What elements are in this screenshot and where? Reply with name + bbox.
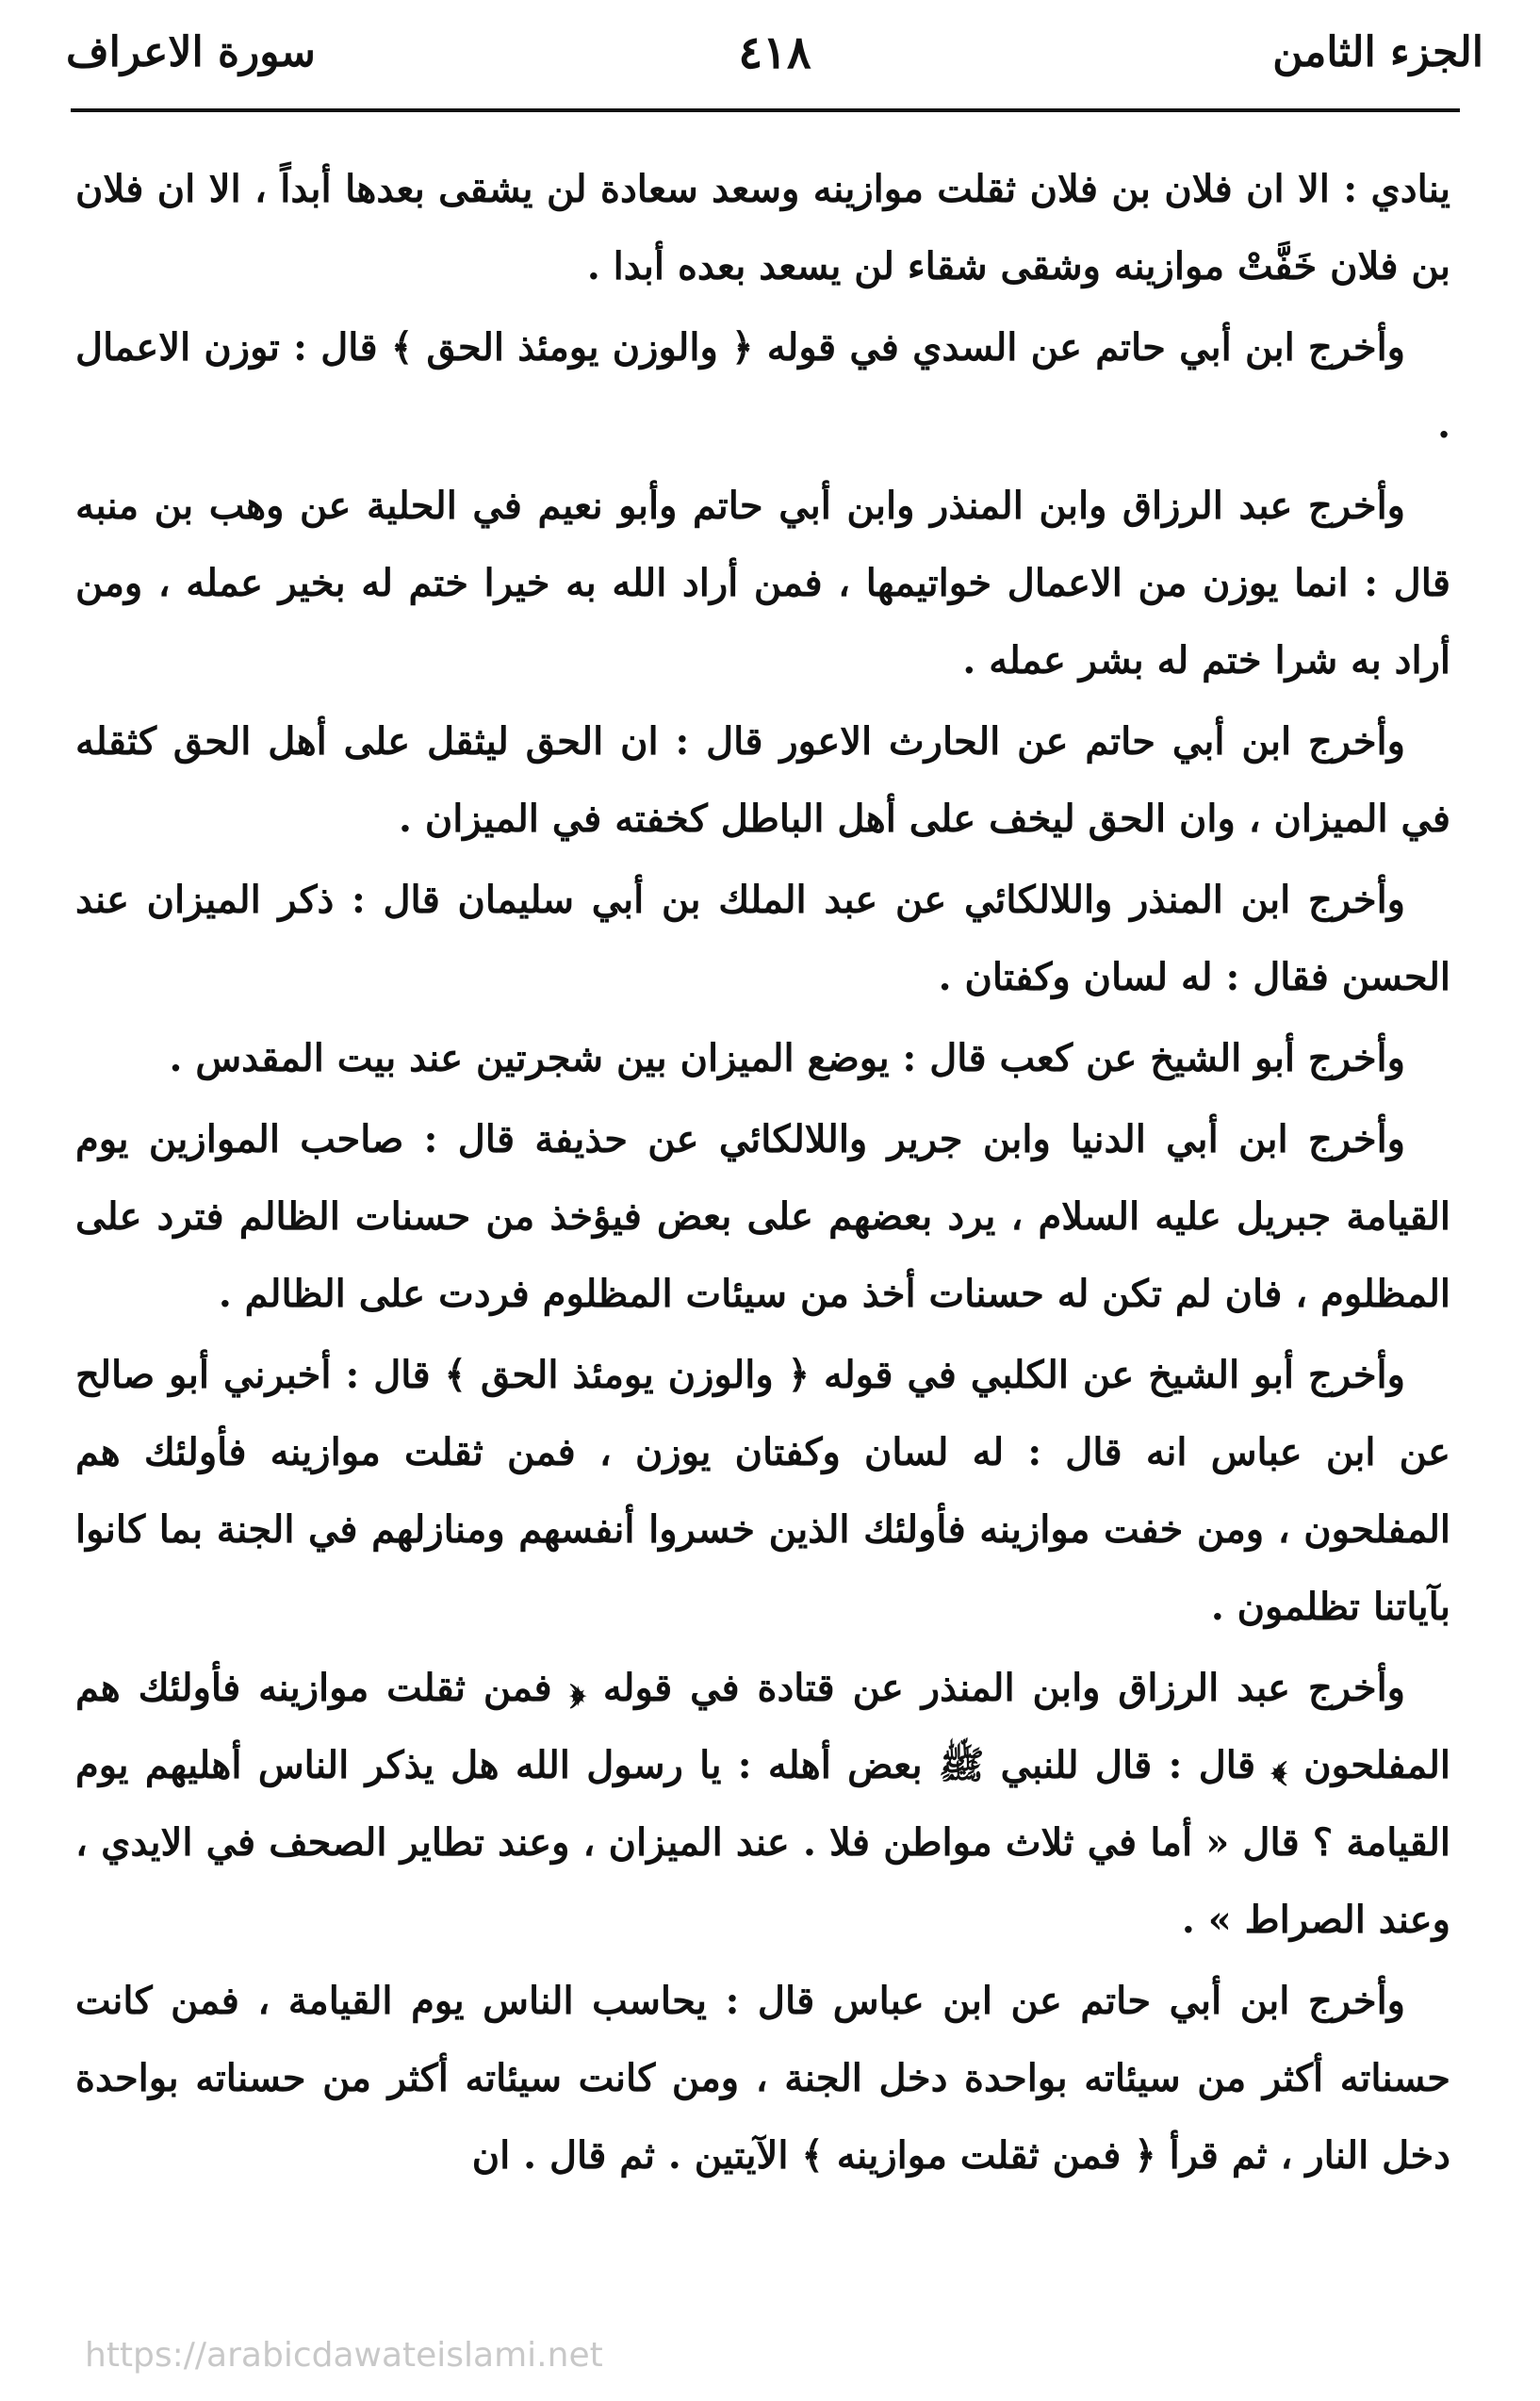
paragraph: وأخرج أبو الشيخ عن كعب قال : يوضع الميزان بين شجرتين عند بيت المقدس . [169,1036,1405,1080]
paragraph: وأخرج ابن أبي حاتم عن السدي في قوله ﴿ والوزن يومئذ الحق ﴾ قال : توزن الاعمال . [75,325,1450,447]
page-number: ٤١٨ [738,26,811,79]
page-header [66,19,1483,104]
paragraph: وأخرج ابن أبي حاتم عن ابن عباس قال : يحاسب الناس يوم القيامة ، فمن كانت حسناته أكثر من سيئاته بواحدة دخل الجنة ، ومن كانت سيئاته أكثر من حسناته بواحدة دخل النار ، ثم قرأ ﴿ فمن ثقلت موازينه ﴾ الآيتين . ثم قال . ان [75,1979,1450,2178]
paragraph: وأخرج ابن أبي حاتم عن الحارث الاعور قال : ان الحق ليثقل على أهل الحق كثقله في الميزان ، وان الحق ليخف على أهل الباطل كخفته في الميزان . [75,719,1450,841]
paragraph: وأخرج عبد الرزاق وابن المنذر عن قتادة في قوله ﴿ فمن ثقلت موازينه فأولئك هم المفلحون ﴾ قال : قال للنبي ﷺ بعض أهله : يا رسول الله هل يذكر الناس أهليهم يوم القيامة ؟ قال « أما في ثلاث مواطن فلا . عند الميزان ، وعند تطاير الصحف في الايدي ، وعند الصراط » . [75,1666,1450,1942]
paragraph: وأخرج ابن أبي الدنيا وابن جرير واللالكائي عن حذيفة قال : صاحب الموازين يوم القيامة جبريل عليه السلام ، يرد بعضهم على بعض فيؤخذ من حسنات الظالم فترد على المظلوم ، فان لم تكن له حسنات أخذ من سيئات المظلوم فردت على الظالم . [75,1117,1450,1316]
paragraph: وأخرج أبو الشيخ عن الكلبي في قوله ﴿ والوزن يومئذ الحق ﴾ قال : أخبرني أبو صالح عن ابن عباس انه قال : له لسان وكفتان يوزن ، فمن ثقلت موازينه فأولئك هم المفلحون ، ومن خفت موازينه فأولئك الذين خسروا أنفسهم ومنازلهم في الجنة بما كانوا بآياتنا تظلمون . [75,1353,1450,1629]
paragraph: ينادي : الا ان فلان بن فلان ثقلت موازينه وسعد سعادة لن يشقى بعدها أبداً ، الا ان فلان بن فلان خَفَّتْ موازينه وشقى شقاء لن يسعد بعده أبدا . [75,167,1450,288]
surah-title: سورة الاعراف [66,28,316,76]
part-title: الجزء الثامن [1272,28,1483,76]
page-body [75,151,1450,2198]
paragraph: وأخرج عبد الرزاق وابن المنذر وابن أبي حاتم وأبو نعيم في الحلية عن وهب بن منبه قال : انما يوزن من الاعمال خواتيمها ، فمن أراد الله به خيرا ختم له بخير عمله ، ومن أراد به شرا ختم له بشر عمله . [75,484,1451,682]
header-divider [71,108,1460,112]
watermark-url: https://arabicdawateislami.net [85,2336,603,2375]
paragraph: وأخرج ابن المنذر واللالكائي عن عبد الملك بن أبي سليمان قال : ذكر الميزان عند الحسن فقال : له لسان وكفتان . [75,878,1450,999]
